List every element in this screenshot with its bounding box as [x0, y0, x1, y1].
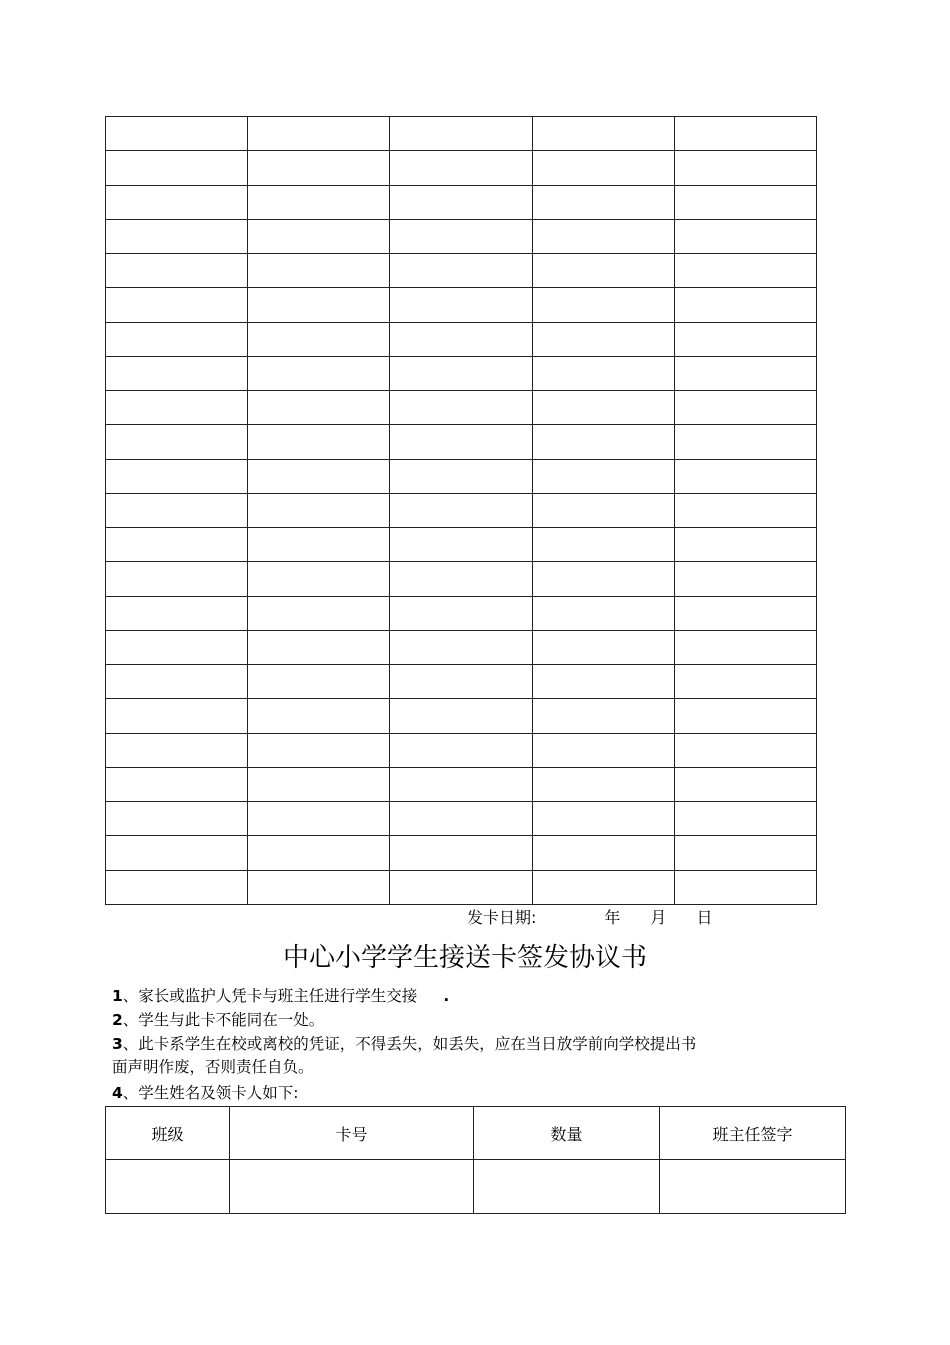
grid-cell [106, 117, 248, 151]
grid-cell [390, 733, 532, 767]
grid-cell [248, 665, 390, 699]
grid-cell [106, 699, 248, 733]
grid-cell [106, 391, 248, 425]
grid-cell [532, 528, 674, 562]
grid-cell [532, 322, 674, 356]
grid-cell [106, 870, 248, 905]
grid-cell [106, 322, 248, 356]
grid-cell [106, 802, 248, 836]
grid-row [106, 254, 817, 288]
grid-cell [390, 870, 532, 905]
grid-cell [390, 391, 532, 425]
issue-date-line [467, 907, 712, 929]
grid-row [106, 459, 817, 493]
header-teacher-signature: 班主任签字 [660, 1107, 846, 1160]
grid-cell [674, 425, 816, 459]
grid-cell [106, 528, 248, 562]
clause-3-continued [112, 1056, 314, 1078]
grid-cell [248, 767, 390, 801]
grid-cell [674, 117, 816, 151]
header-quantity: 数量 [474, 1107, 660, 1160]
grid-row [106, 836, 817, 870]
grid-cell [106, 219, 248, 253]
grid-cell [532, 733, 674, 767]
issue-date-month: 月 [650, 908, 667, 927]
grid-cell [390, 288, 532, 322]
grid-cell [390, 254, 532, 288]
quantity-cell [474, 1160, 660, 1214]
grid-cell [106, 733, 248, 767]
grid-cell [532, 219, 674, 253]
grid-cell [532, 356, 674, 390]
grid-cell [248, 699, 390, 733]
student-card-table [105, 1106, 846, 1214]
grid-cell [248, 151, 390, 185]
header-class: 班级 [106, 1107, 230, 1160]
grid-row [106, 356, 817, 390]
grid-cell [532, 117, 674, 151]
grid-cell [106, 288, 248, 322]
grid-cell [674, 802, 816, 836]
grid-cell [248, 528, 390, 562]
grid-row [106, 151, 817, 185]
grid-cell [390, 596, 532, 630]
grid-cell [106, 493, 248, 527]
clause-1 [112, 985, 449, 1007]
grid-row [106, 630, 817, 664]
grid-cell [390, 219, 532, 253]
grid-row [106, 596, 817, 630]
grid-cell [390, 562, 532, 596]
clause-text: 、学生与此卡不能同在一处。 [122, 1011, 325, 1029]
grid-cell [532, 596, 674, 630]
grid-cell [674, 699, 816, 733]
grid-cell [532, 391, 674, 425]
clause-number: 3 [112, 1035, 123, 1053]
grid-cell [390, 767, 532, 801]
grid-row [106, 562, 817, 596]
clause-number: 4 [112, 1084, 123, 1102]
grid-cell [674, 733, 816, 767]
clause-text: 、家长或监护人凭卡与班主任进行学生交接 [122, 987, 418, 1005]
grid-cell [532, 767, 674, 801]
grid-body [106, 117, 817, 905]
grid-cell [674, 322, 816, 356]
grid-cell [390, 185, 532, 219]
grid-row [106, 870, 817, 905]
grid-cell [532, 425, 674, 459]
grid-cell [532, 459, 674, 493]
grid-row [106, 733, 817, 767]
grid-cell [390, 151, 532, 185]
grid-cell [390, 528, 532, 562]
grid-cell [248, 288, 390, 322]
grid-cell [674, 356, 816, 390]
grid-cell [248, 836, 390, 870]
grid-cell [248, 391, 390, 425]
grid-cell [106, 425, 248, 459]
grid-cell [532, 699, 674, 733]
grid-cell [248, 117, 390, 151]
grid-cell [248, 425, 390, 459]
grid-cell [532, 493, 674, 527]
grid-cell [674, 185, 816, 219]
issue-date-year: 年 [604, 908, 621, 927]
card-number-cell [230, 1160, 474, 1214]
grid-cell [106, 459, 248, 493]
grid-cell [532, 254, 674, 288]
grid-cell [106, 254, 248, 288]
grid-cell [248, 802, 390, 836]
grid-cell [674, 288, 816, 322]
grid-row [106, 288, 817, 322]
document-title: 中心小学学生接送卡签发协议书 [282, 943, 647, 973]
grid-cell [248, 322, 390, 356]
grid-row [106, 219, 817, 253]
grid-row [106, 665, 817, 699]
grid-cell [674, 151, 816, 185]
class-cell [106, 1160, 230, 1214]
grid-cell [390, 630, 532, 664]
grid-cell [106, 562, 248, 596]
grid-cell [390, 802, 532, 836]
grid-cell [532, 151, 674, 185]
grid-cell [248, 630, 390, 664]
clause-4 [112, 1082, 299, 1104]
grid-cell [390, 493, 532, 527]
grid-cell [248, 254, 390, 288]
clause-text: 、学生姓名及领卡人如下: [122, 1084, 299, 1102]
grid-cell [674, 219, 816, 253]
grid-cell [106, 767, 248, 801]
grid-cell [532, 288, 674, 322]
table-row [106, 1160, 846, 1214]
grid-cell [674, 562, 816, 596]
grid-cell [248, 219, 390, 253]
grid-row [106, 185, 817, 219]
grid-row [106, 493, 817, 527]
grid-cell [390, 459, 532, 493]
grid-cell [532, 870, 674, 905]
clause-number: 1 [112, 987, 123, 1005]
grid-cell [106, 836, 248, 870]
issue-date-day: 日 [696, 908, 713, 927]
grid-cell [674, 391, 816, 425]
grid-cell [674, 254, 816, 288]
header-card-number: 卡号 [230, 1107, 474, 1160]
grid-cell [532, 562, 674, 596]
grid-row [106, 802, 817, 836]
grid-cell [674, 493, 816, 527]
grid-cell [248, 870, 390, 905]
grid-cell [532, 630, 674, 664]
clause-2 [112, 1009, 324, 1031]
table-header-row [106, 1107, 846, 1160]
grid-cell [248, 356, 390, 390]
issue-date-label: 发卡日期: [467, 908, 537, 927]
grid-row [106, 425, 817, 459]
card-record-grid [105, 116, 817, 905]
grid-cell [532, 665, 674, 699]
grid-row [106, 528, 817, 562]
grid-row [106, 767, 817, 801]
grid-cell [674, 836, 816, 870]
grid-cell [532, 185, 674, 219]
grid-cell [106, 356, 248, 390]
grid-cell [390, 356, 532, 390]
grid-cell [390, 117, 532, 151]
grid-cell [390, 836, 532, 870]
grid-row [106, 391, 817, 425]
signature-cell [660, 1160, 846, 1214]
grid-cell [248, 459, 390, 493]
grid-cell [390, 699, 532, 733]
grid-cell [674, 459, 816, 493]
clause-tail: . [443, 987, 450, 1005]
grid-row [106, 699, 817, 733]
grid-cell [106, 185, 248, 219]
grid-cell [390, 425, 532, 459]
grid-cell [106, 665, 248, 699]
grid-row [106, 322, 817, 356]
grid-cell [674, 665, 816, 699]
grid-cell [674, 528, 816, 562]
grid-cell [532, 802, 674, 836]
grid-cell [106, 596, 248, 630]
grid-cell [532, 836, 674, 870]
grid-cell [390, 322, 532, 356]
clause-number: 2 [112, 1011, 123, 1029]
clause-text: 、此卡系学生在校或离校的凭证，不得丢失，如丢失，应在当日放学前向学校提出书 [122, 1035, 697, 1053]
grid-cell [248, 185, 390, 219]
grid-cell [248, 733, 390, 767]
grid-cell [248, 493, 390, 527]
grid-cell [248, 562, 390, 596]
grid-cell [674, 596, 816, 630]
grid-cell [674, 870, 816, 905]
grid-cell [106, 151, 248, 185]
grid-cell [248, 596, 390, 630]
clause-text: 面声明作废，否则责任自负。 [112, 1058, 314, 1076]
grid-cell [390, 665, 532, 699]
grid-cell [674, 630, 816, 664]
grid-cell [106, 630, 248, 664]
grid-cell [674, 767, 816, 801]
grid-row [106, 117, 817, 151]
clause-3 [112, 1033, 696, 1055]
